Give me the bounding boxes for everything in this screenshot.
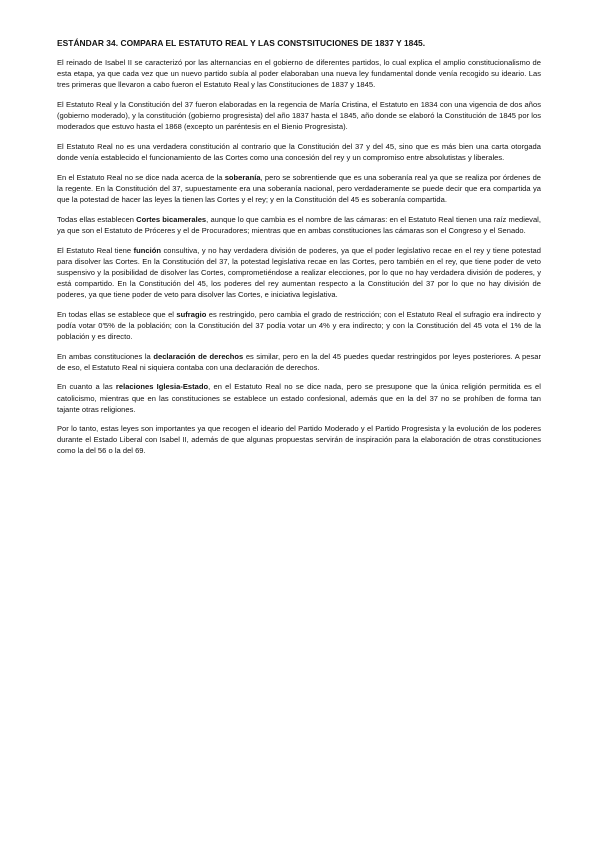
document-body (57, 57, 541, 457)
paragraph-text: , pero se sobrentiende que es una soberanía real ya que se realiza por órdenes de la regente. En la Constitución del 37, supuestamente era una soberanía nacional, pero verdaderamente se puede decir que era compartida ya que la potestad de hacer las leyes la tienen las Cortes y el rey; y en la Constitución del 45 es soberanía compartida. (57, 172, 542, 204)
paragraph-text: En el Estatuto Real no se dice nada acerca de la (57, 172, 225, 182)
paragraph (57, 141, 541, 163)
paragraph-text: El Estatuto Real y la Constitución del 37 fueron elaboradas en la regencia de María Cristina, el Estatuto en 1834 con una vigencia de dos años (gobierno moderado), y la constitución (gobierno progresista) del año 1837 hasta el 1845, año donde se elaboró la Constitución de 1845 por los moderados que estuvo hasta el 1868 (excepto un paréntesis en el Bienio Progresista). (57, 99, 541, 132)
paragraph (57, 57, 541, 90)
paragraph-text: En todas ellas se establece que el (57, 309, 177, 319)
bold-term: sufragio (176, 309, 207, 319)
paragraph-text: Por lo tanto, estas leyes son importantes ya que recogen el ideario del Partido Moderado y el Partido Progresista y la evolución de los poderes durante el Estado Liberal con Isabel II, además de que algunas propuestas servirán de inspiración para la elaboración de otras constituciones como la del 56 o la del 69. (57, 424, 541, 456)
paragraph-text: El Estatuto Real no es una verdadera constitución al contrario que la Constitución del 37 y del 45, sino que es más bien una carta otorgada donde venía establecido el funcionamiento de las Cortes como una concesión del rey y un compromiso entre absolutistas y liberales. (57, 141, 541, 162)
paragraph (57, 423, 541, 456)
document-title: ESTÁNDAR 34. COMPARA EL ESTATUTO REAL Y LAS CONSTSITUCIONES DE 1837 Y 1845. (57, 38, 426, 48)
paragraph (57, 172, 541, 205)
paragraph-text: En cuanto a las (57, 382, 116, 392)
paragraph-text: es restringido, pero cambia el grado de restricción; con el Estatuto Real el sufragio era indirecto y podía votar 0'5% de la población; con la Constitución del 37 podía votar un 4% y era indirecto; y con la Constitución del 45 vota el 1% de la población y es directo. (57, 309, 541, 341)
bold-term: declaración de derechos (153, 351, 244, 361)
paragraph (57, 309, 541, 342)
bold-term: Cortes bicamerales (136, 214, 207, 224)
paragraph-text: El Estatuto Real tiene (57, 245, 134, 255)
paragraph-text: , aunque lo que cambia es el nombre de las cámaras: en el Estatuto Real tienen una raíz medieval, ya que son el Estatuto de Próceres y el de Procuradores; mientras que en ambas constituciones las cámaras son el Congreso y el Senado. (57, 214, 541, 235)
paragraph-text: En ambas constituciones la (57, 351, 154, 361)
paragraph (57, 99, 541, 132)
paragraph-text: Todas ellas establecen (57, 214, 137, 224)
paragraph (57, 351, 541, 373)
paragraph (57, 214, 541, 236)
paragraph-text: consultiva, y no hay verdadera división de poderes, ya que el poder legislativo recae en el rey y tiene potestad para disolver las Cortes. En la Constitución del 37, la potestad legislativa recae en las Cortes, pero también en el rey, que tiene poder de veto suspensivo y la posibilidad de disolver las Cortes, comprometiéndose a realizar elecciones, por lo que no hay verdadera división de poderes, y está compartido. En la Constitución del 45, los poderes del rey aumentan respecto a la Constitución del 37 por lo que no hay división de poderes, ya que tiene poder de veto para disolver las Cortes, e iniciativa legislativa. (57, 245, 541, 299)
paragraph (57, 381, 541, 414)
bold-term: función (133, 245, 161, 255)
bold-term: soberanía (224, 172, 261, 182)
paragraph-text: es similar, pero en la del 45 puedes quedar restringidos por leyes posteriores. A pesar de eso, el Estatuto Real ni siquiera contaba con una declaración de derechos. (57, 351, 541, 372)
paragraph (57, 245, 541, 300)
bold-term: relaciones Iglesia-Estado (115, 382, 209, 392)
paragraph-text: , en el Estatuto Real no se dice nada, pero se presupone que la única religión permitida es el catolicismo, mientras que en las constituciones se establece un estado confesional, además que en la del 37 no se prohíben de forma tan tajante otras religiones. (57, 382, 541, 414)
paragraph-text: El reinado de Isabel II se caracterizó por las alternancias en el gobierno de diferentes partidos, lo cual explica el amplio constitucionalismo de esta etapa, ya que cada vez que un nuevo partido subía al poder elaboraban una nueva ley fundamental donde venía recogido su ideario. Las tres primeras que llevaron a cabo fueron el Estatuto Real y las Constituciones de 1837 y 1845. (57, 58, 541, 90)
